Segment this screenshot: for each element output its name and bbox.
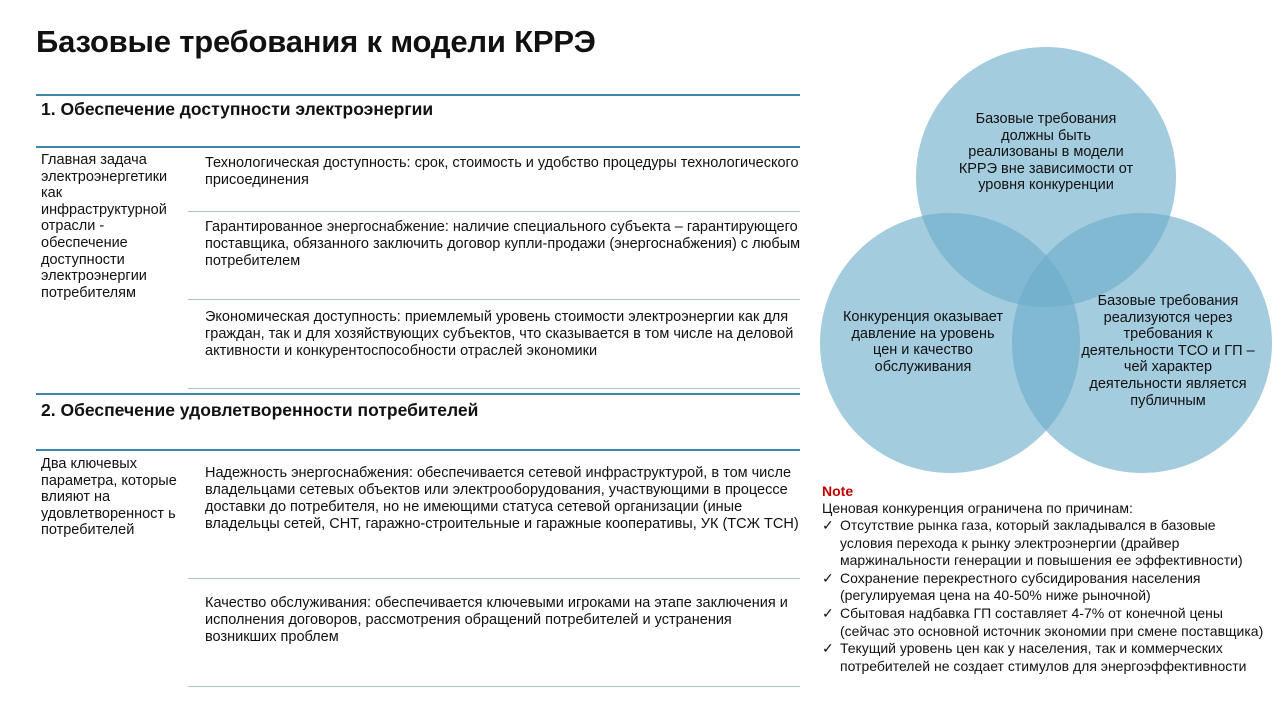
section1-divider-3 <box>188 388 800 389</box>
section1-divider-1 <box>188 211 800 212</box>
checkmark-icon: ✓ <box>822 604 834 621</box>
note-item: ✓ Сохранение перекрестного субсидирования населения (регулируемая цена на 40-50% ниже рыночной) <box>822 569 1201 604</box>
checkmark-icon: ✓ <box>822 569 834 586</box>
section1-divider-2 <box>188 299 800 300</box>
page-title: Базовые требования к модели КРРЭ <box>36 24 596 59</box>
section1-item-3: Экономическая доступность: приемлемый уровень стоимости электроэнергии как для граждан, так и для хозяйствующих субъектов, что сказывается в том числе на деловой активности и конкурентоспособности отраслей экономики <box>205 309 794 359</box>
section2-header-rule <box>36 449 800 451</box>
section1-left-text: Главная задача электроэнергетики как инфраструктурной отрасли - обеспечение доступности электроэнергии потребителям <box>41 152 168 301</box>
venn-top-text: Базовые требования должны быть реализованы в модели КРРЭ вне зависимости от уровня конкуренции <box>958 111 1134 194</box>
section2-divider-1 <box>188 578 800 579</box>
section2-item-2: Качество обслуживания: обеспечивается ключевыми игроками на этапе заключения и исполнения договоров, рассмотрения обращений потребителей и устранения возникших проблем <box>205 595 788 645</box>
note-item: ✓ Отсутствие рынка газа, который закладывался в базовые условия перехода к рынку электроэнергии (драйвер маржинальности генерации и повышения ее эффективности) <box>822 517 1243 569</box>
section1-item-2: Гарантированное энергоснабжение: наличие специального субъекта – гарантирующего поставщика, обязанного заключить договор купли-продажи (энергоснабжения) с любым потребителем <box>205 219 801 269</box>
section2-top-rule <box>36 393 800 395</box>
note-label: Note <box>822 483 854 499</box>
note-item: ✓ Текущий уровень цен как у населения, так и коммерческих потребителей не создает стимулов для энергоэффективности <box>822 640 1247 674</box>
note-intro: Ценовая конкуренция ограничена по причинам: <box>822 500 1133 516</box>
section2-title: 2. Обеспечение удовлетворенности потребителей <box>41 400 479 420</box>
section1-header-rule <box>36 146 800 148</box>
venn-right-text: Базовые требования реализуются через требования к деятельности ТСО и ГП – чей характер деятельности является публичным <box>1081 293 1255 409</box>
section1-title: 1. Обеспечение доступности электроэнергии <box>41 99 434 119</box>
note-list <box>822 517 1272 675</box>
checkmark-icon: ✓ <box>822 517 834 533</box>
section2-divider-2 <box>188 686 800 687</box>
section2-left-text: Два ключевых параметра, которые влияют на удовлетворенност ь потребителей <box>41 456 177 539</box>
checkmark-icon: ✓ <box>822 640 834 657</box>
section2-item-1: Надежность энергоснабжения: обеспечивается сетевой инфраструктурой, в том числе владельцами сетевых объектов или электрооборудования, участвующими в процессе доставки до потребителя, но не имеющими статуса сетевой организации (иные владельцы сетей, СНТ, гаражно-строительные и гаражные кооперативы, УК (ТСЖ ТСН) <box>205 465 799 532</box>
note-item: ✓ Сбытовая надбавка ГП составляет 4-7% от конечной цены (сейчас это основной источник экономии при смене поставщика) <box>822 604 1264 639</box>
venn-left-text: Конкуренция оказывает давление на уровень цен и качество обслуживания <box>842 309 1004 375</box>
section1-item-1: Технологическая доступность: срок, стоимость и удобство процедуры технологического присоединения <box>205 155 799 188</box>
section1-top-rule <box>36 94 800 96</box>
